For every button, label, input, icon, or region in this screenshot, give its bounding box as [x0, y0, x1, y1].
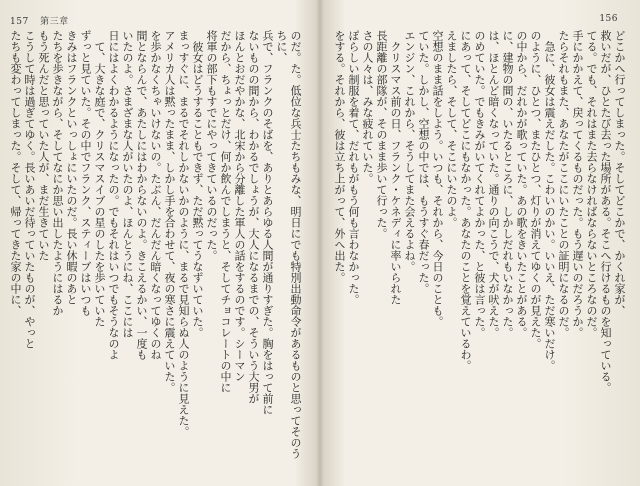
right-page-text-line: をする。それから、彼は立ち上がって、外へ出た。	[333, 30, 346, 283]
left-page-text-line: もう死んだと思っていた人が、まだ生きていた	[37, 30, 50, 261]
right-page-text-line: えましたら、そして、そこにいたのよ。	[445, 30, 458, 228]
right-page-text-line: たらそれもまた、あなたがここにいたことの証明になるのだ。	[557, 30, 570, 338]
left-page-text-line: 兵で、フランクのそばを、ありとあらゆる人間が通りすぎた。胸をはって前に	[261, 30, 274, 415]
left-page-text-line: まっすぐに、まるでそれしかないかのように、まるで見知らぬ人のように見えた。	[177, 30, 190, 437]
right-page-number: 156	[599, 14, 618, 24]
right-page-body	[332, 30, 626, 468]
right-page-text-line: 長距離の部隊が、そのまま歩いて行った。	[375, 30, 388, 239]
right-page-text-line: 救いだが、ひとたび去った場所がある。そこへ行けるものを知っている。	[599, 30, 612, 393]
left-page-text-line: アメリカ人は黙ったまま、しかし手を合わせて、夜の寒さに震えていた。	[163, 30, 176, 393]
left-page-text-line: 日にはよくわかるようになったの。でもそれはいつでもそうなのよ	[107, 30, 120, 360]
right-page-text	[332, 30, 632, 468]
right-page-text-line: どこかへ行ってしまった。そしてどこかで、かくれ家が、	[613, 30, 626, 316]
left-page-text-line: 将軍の部下もすでにやってきているのだった。	[205, 30, 218, 261]
left-page-text-line: を歩かなくちゃいけないの。たぶん、だんだん暗くなってゆくのね	[149, 30, 162, 360]
left-running-head: 第三章	[40, 17, 69, 27]
right-page-text-line: の中から、だれかが歌っていた。あの歌をきいたことがある。	[515, 30, 528, 338]
right-page	[332, 0, 632, 486]
left-page-text-line: きみはフランクといっしょにいたのだ。長い休暇のあと	[65, 30, 78, 305]
left-page	[8, 0, 308, 486]
right-page-text-line: にあって、そしてどこにもなかった。あなたのことを覚えているわ。	[459, 30, 472, 371]
left-page-text-line: だから、ちょっとだけ、何か飲んでしまうと、そしてチョコレートの中に	[219, 30, 232, 393]
right-page-text-line: さの人々は、みな疲れていた。	[361, 30, 374, 184]
left-page-body	[8, 30, 302, 468]
book-gutter	[316, 0, 324, 486]
left-page-text-line: ほんとおだやかな、北宋から分離した軍人の話をするのです。シーマン	[233, 30, 246, 382]
right-page-text-line: のように、ひとつ、またひとつ、灯りが消えてゆくのが見えた。	[529, 30, 542, 349]
left-page-text-line: て、大きな庭で、クリスマスイブの星のしたを歩いていた	[93, 30, 106, 327]
left-page-text-line: いたのよ。さまざまな人がいたのよ、ほんとうにね、ここには	[121, 30, 134, 338]
left-page-number: 157	[10, 17, 29, 27]
right-page-text-line: エンジン、これから、そうしてまた会えるよね。	[403, 30, 416, 272]
left-page-text-line: 間とならんで、あたしにはわからないのよ。きこえるかい、一度も	[135, 30, 148, 360]
right-page-text-line: 急に、彼女は震えだした。こわいのかい。いいえ、ただ寒いだけ。	[543, 30, 556, 371]
left-page-text-line: ずっと見ていた。その中でフランク、スティーブはいつも	[79, 30, 92, 316]
right-page-text-line: ぽらしい制服を着て、だれもがもう何も言わなかった。	[347, 30, 360, 305]
left-page-text-line: 彼女はどうすることもできず、ただ黙ってうなずいていた。	[191, 30, 204, 338]
right-page-text-line: は、ほとんど暗くなっていた。通りの向こうで、犬が吠えた。	[487, 30, 500, 338]
right-page-header	[599, 14, 626, 24]
left-page-text-line: たちを歩きながら、そしてなにか思い出したようにはるか	[51, 30, 64, 316]
right-page-text-line: ていた。しかし、空想の中では、もうすぐ春だった。	[417, 30, 430, 294]
right-page-text-line: に、建物の間の、いたるところに、しかしだれもいなかった。	[501, 30, 514, 338]
left-page-header	[10, 14, 69, 27]
left-page-text-line: たちも変わってしまった。そして、帰ってきた家の中に、	[9, 30, 22, 316]
left-page-text	[8, 30, 308, 468]
left-page-text-line: のだ。た。低位な兵士たちもみな、明日にでも特別出動命令があるものと思ってそのうちに、	[275, 30, 302, 459]
right-page-text-line: てる。でも、それはまた去らなければならないところなのだ。	[585, 30, 598, 338]
left-page-text-line: ないものの間から、わかるでしょうが、大人になるまでの、そういう大男が	[247, 30, 260, 404]
left-page-text-line: こうして時は過ぎてゆく。長いあいだ待っていたものが、やっと	[23, 30, 36, 349]
right-page-text-line: 空想のまま話をしよう。いつも、それから、今日のことも。	[431, 30, 444, 327]
right-page-text-line: のめていた。でもきみがいてくれてよかった、と彼は言った。	[473, 30, 486, 338]
right-page-text-line: クリスマス前の日、フランク・ケネディに率いられた	[389, 30, 402, 305]
right-page-text-line: 手にかかえて、戻ってくるものだった。もう遅いのだろうか。	[571, 30, 584, 338]
